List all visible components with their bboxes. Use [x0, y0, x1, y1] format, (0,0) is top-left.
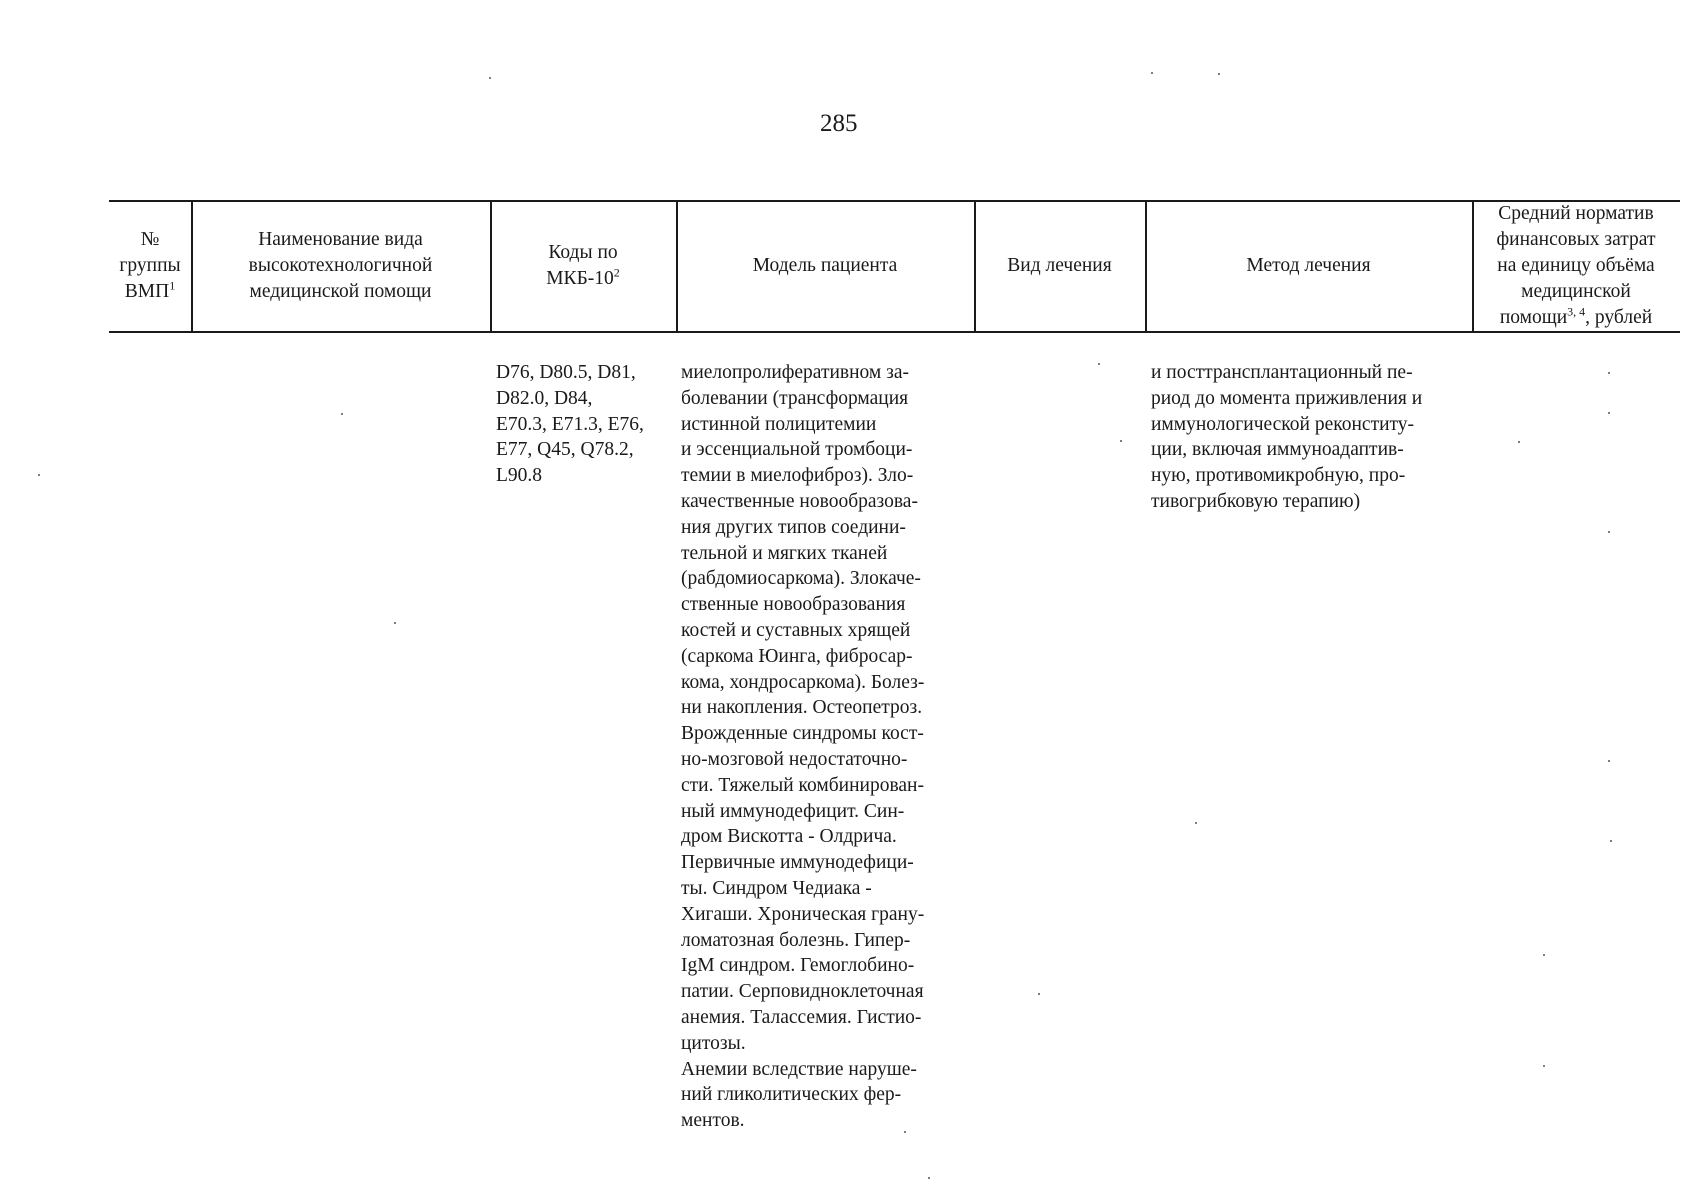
scan-speck: [1120, 440, 1122, 442]
scan-speck: [1608, 372, 1610, 374]
scan-speck: [1543, 1065, 1545, 1067]
header-patient-model: Модель пациента: [752, 255, 898, 276]
scan-speck: [928, 1177, 930, 1179]
header-vmp-name: Наименование вида высокотехнологичной медицинской помощи: [248, 229, 433, 302]
treatment-method-cell: и посттрансплантационный пе- риод до момента приживления и иммунологической реконститу- ции, включая иммуноадаптив- ную, противомикробную, про- тивогрибковую терапию): [1151, 362, 1423, 512]
patient-model-cell: миелопролиферативном за- болевании (трансформация истинной полицитемии и эссенциальной тромбоци- темии в миелофиброз). Зло- качественные новообразова- ния других типов соедини- тельной и мягких тканей (рабдомиосаркома). Злокаче- ственные новообразования костей и суставных хрящей (саркома Юинга, фибросар- кома, хондросаркома). Болез- ни накопления. Остеопетроз. Врожденные синдромы кост- но-мозговой недостаточно- сти. Тяжелый комбинирован- ный иммунодефицит. Син- дром Вискотта - Олдрича. Первичные иммунодефици- ты. Синдром Чедиака - Хигаши. Хроническая грану- ломатозная болезнь. Гипер- IgM синдром. Гемоглобино- патии. Серповидноклеточная анемия. Талассемия. Гистио- цитозы. Анемии вследствие наруше- ний гликолитических фер- ментов.: [681, 362, 925, 1132]
header-treatment-type: Вид лечения: [1007, 255, 1112, 276]
icd-codes-cell: D76, D80.5, D81, D82.0, D84, E70.3, E71.3, E76, E77, Q45, Q78.2, L90.8: [496, 362, 644, 487]
scan-speck: [1195, 822, 1197, 824]
scan-speck: [341, 413, 343, 415]
header-treatment-method: Метод лечения: [1246, 255, 1371, 276]
scan-speck: [1518, 441, 1520, 443]
scan-speck: [904, 1131, 906, 1133]
header-group-number: № группы ВМП$^1$: [119, 229, 181, 302]
scan-speck: [489, 77, 491, 79]
scan-speck: [1543, 954, 1545, 956]
scan-speck: [1098, 363, 1100, 365]
page-number: 285: [820, 110, 858, 137]
scan-speck: [1151, 72, 1153, 74]
header-icd-codes: Коды по МКБ-$10^2$: [546, 242, 620, 289]
scan-speck: [1610, 840, 1612, 842]
scan-speck: [38, 474, 40, 476]
scan-speck: [1608, 760, 1610, 762]
scan-speck: [1608, 531, 1610, 533]
header-cost-standard: Средний норматив финансовых затрат на единицу объёма медицинской помощи$^{3, 4}$, рублей: [1496, 203, 1656, 328]
scan-speck: [1218, 73, 1220, 75]
scan-speck: [1038, 993, 1040, 995]
scan-speck: [1608, 412, 1610, 414]
scan-speck: [394, 622, 396, 624]
